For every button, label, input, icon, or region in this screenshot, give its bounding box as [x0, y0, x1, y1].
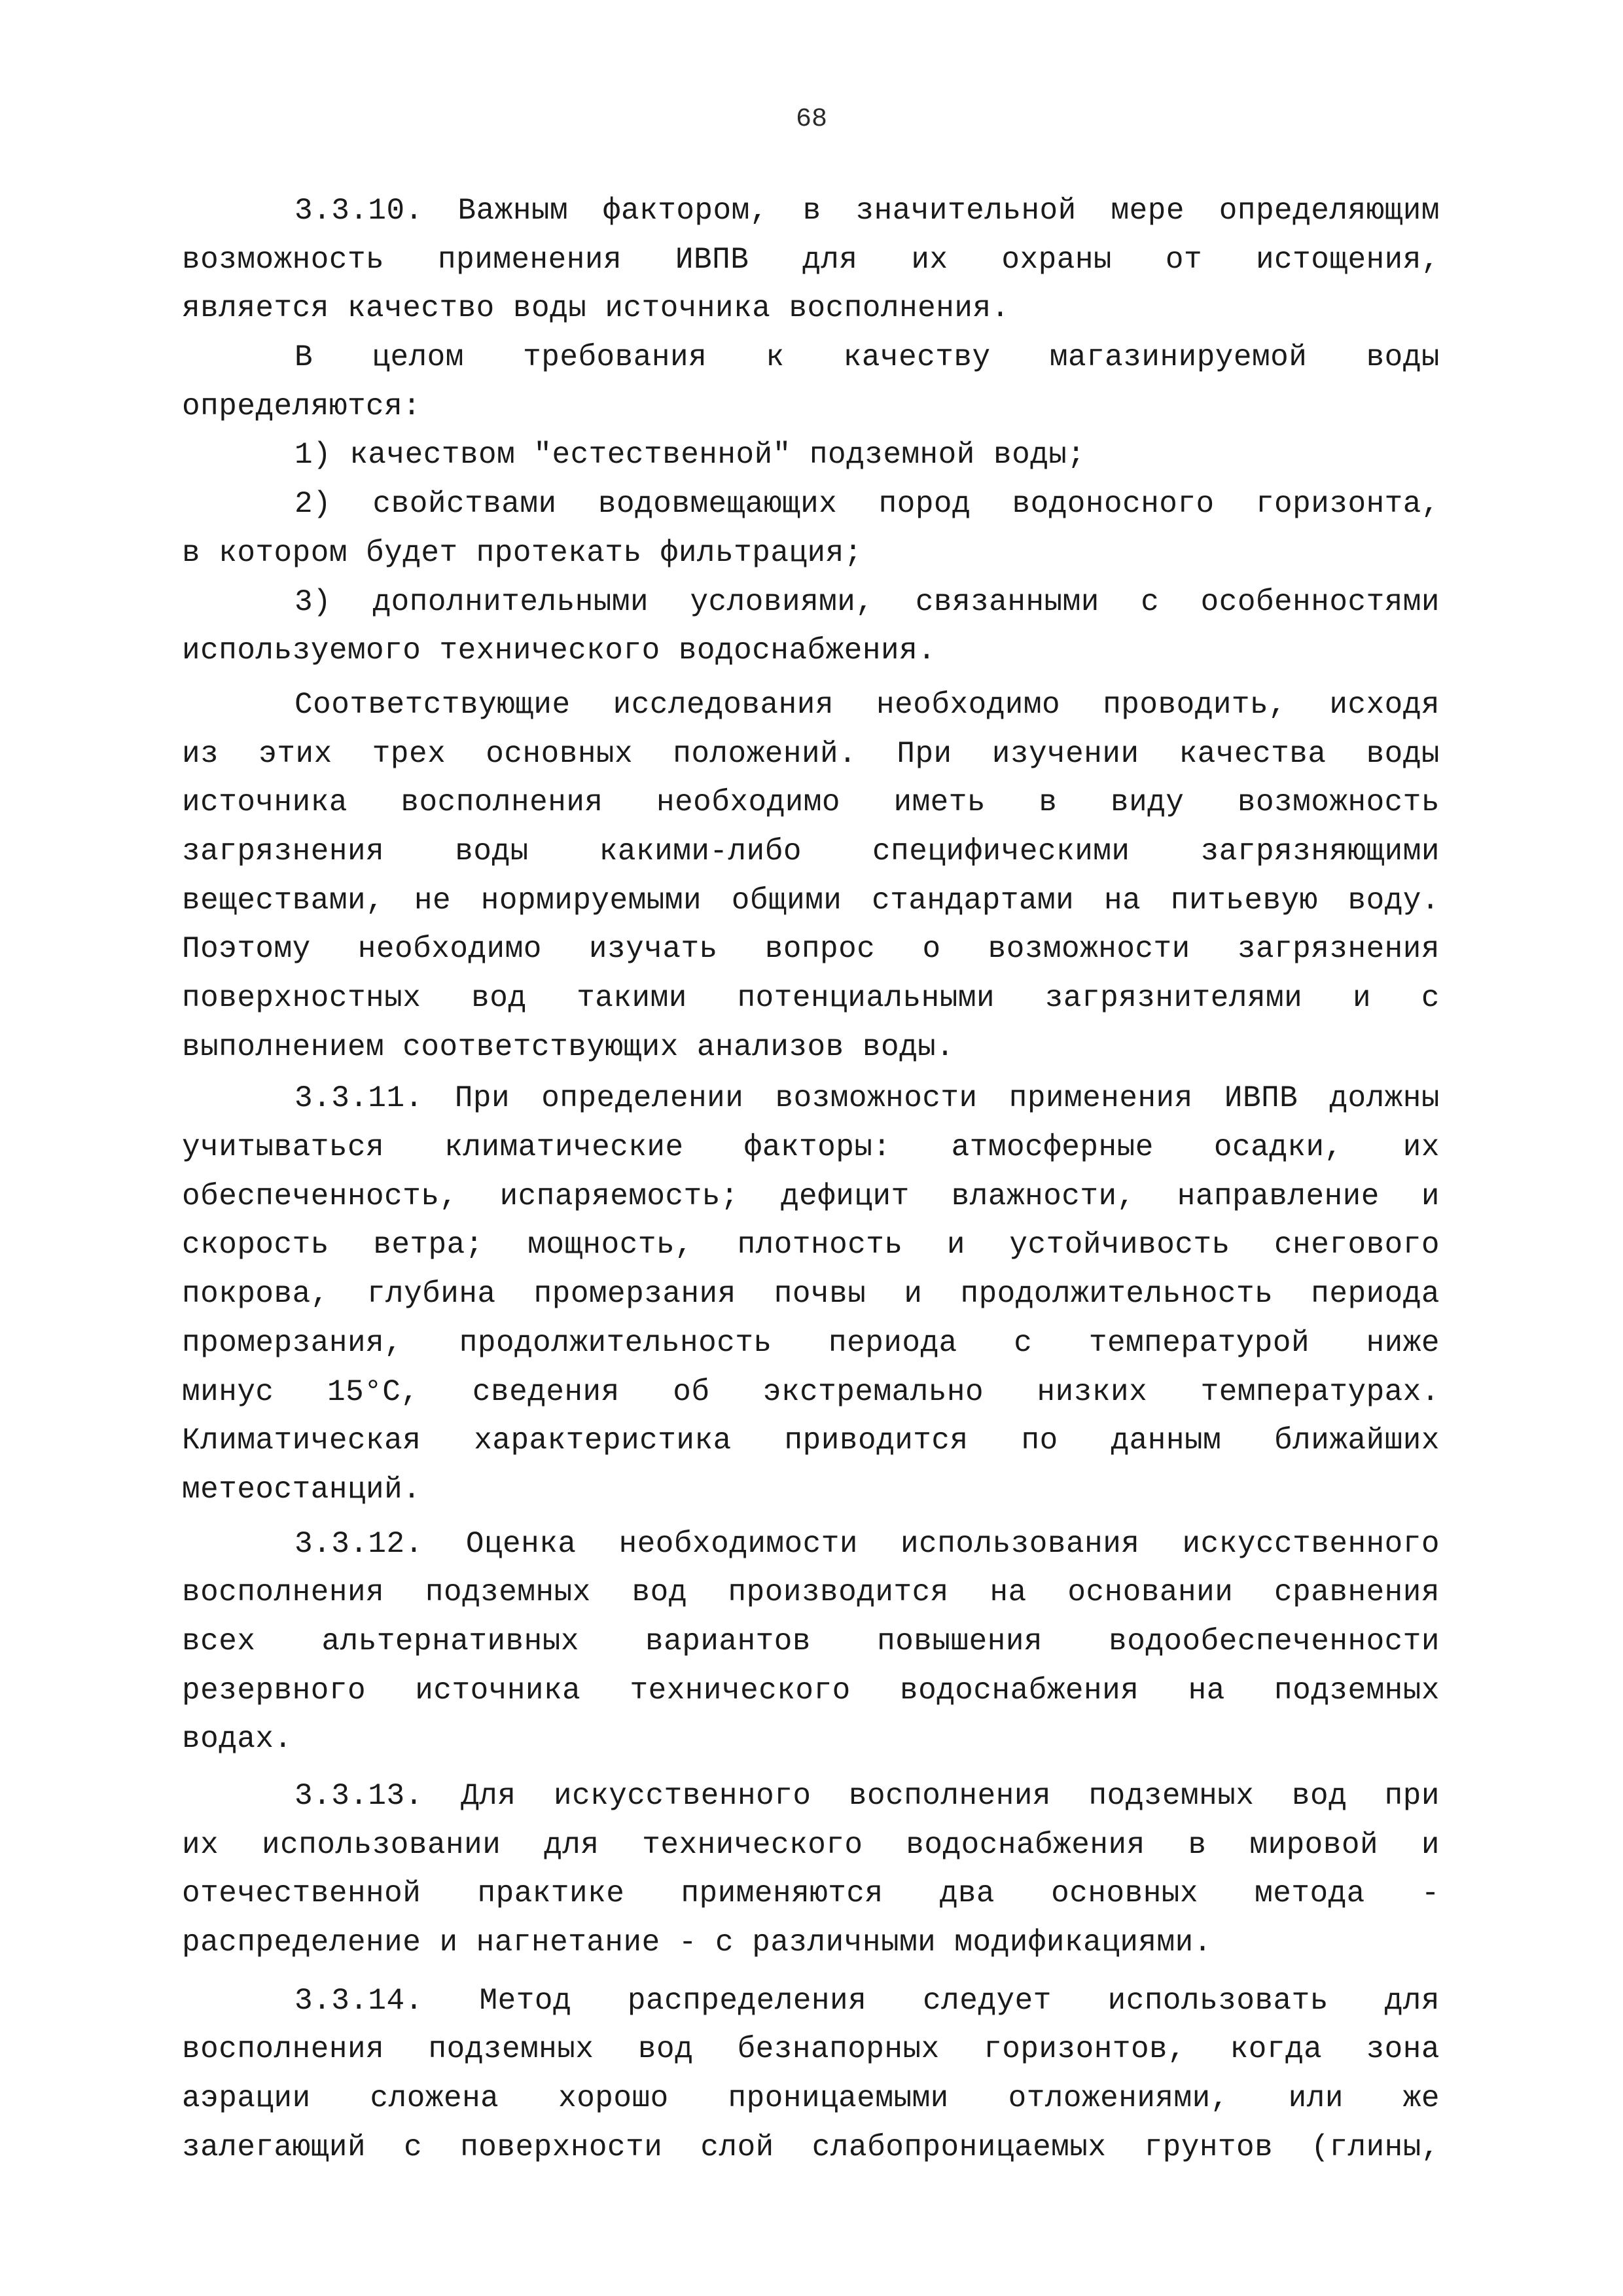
paragraph-gap — [182, 675, 1440, 681]
text-line: определяются: — [182, 389, 421, 423]
text-line: восполнения подземных вод безнапорных горизонтов, когда зона — [182, 2032, 1440, 2067]
text-line: является качество воды источника восполнения. — [182, 291, 1010, 326]
text-line: отечественной практике применяются два основных метода - — [182, 1876, 1440, 1911]
text-line: обеспеченность, испаряемость; дефицит влажности, направление и — [182, 1179, 1440, 1213]
text-line: источника восполнения необходимо иметь в виду возможность — [182, 785, 1440, 820]
text-line: используемого технического водоснабжения. — [182, 634, 936, 668]
paragraph-gap — [182, 1764, 1440, 1772]
text-line: 3.3.13. Для искусственного восполнения подземных вод при — [294, 1779, 1440, 1813]
text-line: 3.3.11. При определении возможности применения ИВПВ должны — [294, 1081, 1440, 1116]
text-line: метеостанций. — [182, 1472, 421, 1507]
text-line: распределение и нагнетание - с различными модификациями. — [182, 1926, 1212, 1960]
page-number: 68 — [795, 105, 827, 134]
text-line: Соответствующие исследования необходимо проводить, исходя — [294, 687, 1440, 722]
paragraph-gap — [182, 1967, 1440, 1977]
text-line: 1) качеством "естественной" подземной воды; — [294, 438, 1086, 473]
text-line: выполнением соответствующих анализов воды. — [182, 1030, 955, 1064]
text-line: 3.3.12. Оценка необходимости использования искусственного — [294, 1526, 1440, 1561]
text-line: поверхностных вод такими потенциальными загрязнителями и с — [182, 981, 1440, 1015]
text-line: водах. — [182, 1722, 293, 1757]
text-line: 3.3.14. Метод распределения следует использовать для — [294, 1983, 1440, 2018]
text-line: из этих трех основных положений. При изучении качества воды — [182, 736, 1440, 771]
text-line: скорость ветра; мощность, плотность и устойчивость снегового — [182, 1228, 1440, 1263]
text-line: всех альтернативных вариантов повышения водообеспеченности — [182, 1624, 1440, 1659]
text-line: минус 15°С, сведения об экстремально низких температурах. — [182, 1374, 1440, 1409]
text-line: Поэтому необходимо изучать вопрос о возможности загрязнения — [182, 932, 1440, 967]
text-line: учитываться климатические факторы: атмосферные осадки, их — [182, 1130, 1440, 1165]
paragraph-gap — [182, 1515, 1440, 1520]
text-line: 3.3.10. Важным фактором, в значительной мере определяющим — [294, 194, 1440, 228]
text-line: покрова, глубина промерзания почвы и продолжительность периода — [182, 1277, 1440, 1312]
text-line: загрязнения воды какими-либо специфическими загрязняющими — [182, 834, 1440, 869]
text-line: аэрации сложена хорошо проницаемыми отложениями, или же — [182, 2081, 1440, 2116]
body-text — [182, 187, 1440, 2172]
text-line: их использовании для технического водоснабжения в мировой и — [182, 1827, 1440, 1862]
text-line: Климатическая характеристика приводится по данным ближайших — [182, 1424, 1440, 1458]
text-line: В целом требования к качеству магазинируемой воды — [294, 340, 1440, 375]
text-line: 3) дополнительными условиями, связанными с особенностями — [294, 584, 1440, 619]
text-line: залегающий с поверхности слой слабопроницаемых грунтов (глины, — [182, 2130, 1440, 2164]
text-line: 2) свойствами водовмещающих пород водоносного горизонта, — [294, 487, 1440, 522]
text-line: промерзания, продолжительность периода с температурой ниже — [182, 1325, 1440, 1360]
text-line: восполнения подземных вод производится на основании сравнения — [182, 1575, 1440, 1610]
text-line: веществами, не нормируемыми общими стандартами на питьевую воду. — [182, 883, 1440, 918]
text-line: возможность применения ИВПВ для их охраны от истощения, — [182, 242, 1440, 277]
text-line: резервного источника технического водоснабжения на подземных — [182, 1673, 1440, 1708]
text-line: в котором будет протекать фильтрация; — [182, 535, 863, 570]
